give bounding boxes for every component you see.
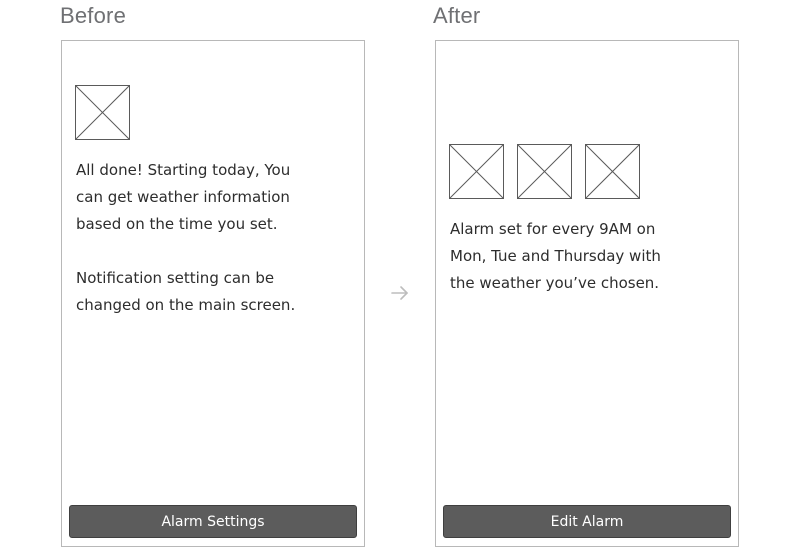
after-heading: After — [433, 3, 481, 28]
edit-alarm-button[interactable]: Edit Alarm — [443, 505, 731, 538]
alarm-settings-button[interactable]: Alarm Settings — [69, 505, 357, 538]
image-placeholder-icon — [585, 144, 640, 199]
after-message — [450, 216, 670, 297]
before-heading: Before — [60, 3, 127, 28]
before-phone-frame — [61, 40, 365, 547]
after-phone-frame — [435, 40, 739, 547]
after-message-paragraph-1: Alarm set for every 9AM on Mon, Tue and Thursday with the weather you’ve chosen. — [450, 220, 661, 292]
arrow-right-icon — [390, 283, 410, 303]
image-placeholder-icon — [449, 144, 504, 199]
before-message-paragraph-2: Notification setting can be changed on the main screen. — [76, 269, 296, 314]
before-message-paragraph-1: All done! Starting today, You can get weather information based on the time you set. — [76, 161, 291, 233]
before-message — [76, 157, 306, 319]
image-placeholder-icon — [517, 144, 572, 199]
image-placeholder-icon — [75, 85, 130, 140]
